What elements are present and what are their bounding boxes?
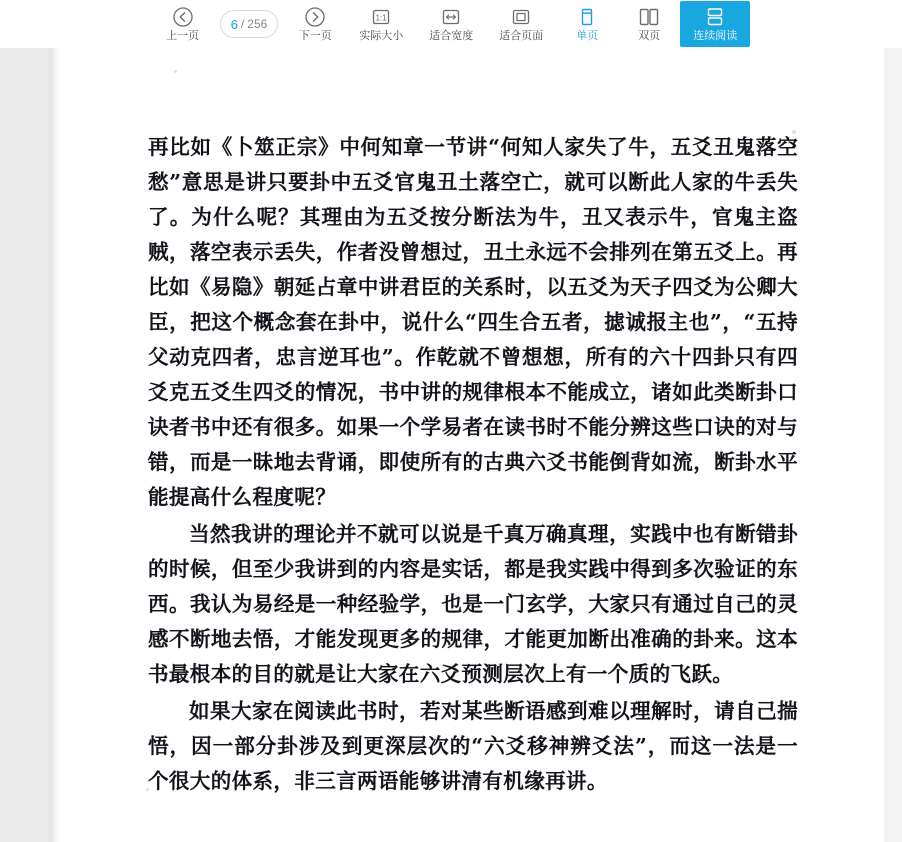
total-pages-value: 256	[247, 17, 268, 31]
document-viewer[interactable]	[0, 48, 902, 842]
chevron-right-icon	[304, 6, 326, 28]
fit-page-button[interactable]	[486, 1, 556, 47]
previous-page-button[interactable]	[152, 1, 214, 47]
next-page-button[interactable]	[284, 1, 346, 47]
page-separator: /	[240, 17, 245, 31]
one-to-one-icon	[370, 6, 392, 28]
paragraph-1: 再比如《卜筮正宗》中何知章一节讲“何知人家失了牛，五爻丑鬼落空愁”意思是讲只要卦中五爻官鬼丑土落空亡，就可以断此人家的牛丢失了。为什么呢？其理由为五爻按分断法为牛，丑又表示牛，官鬼主盗贼，落空表示丢失，作者没曾想过，丑土永远不会排列在第五爻上。再比如《易隐》朝延占章中讲君臣的关系时，以五爻为天子四爻为公卿大臣，把这个概念套在卦中，说什么“四生合五者，摅诚报主也”，“五持父动克四者，忠言逆耳也”。作乾就不曾想想，所有的六十四卦只有四爻克五爻生四爻的情况，书中讲的规律根本不能成立，诸如此类断卦口诀者书中还有很多。如果一个学易者在读书时不能分辨这些口诀的对与错，而是一昧地去背诵，即使所有的古典六爻书能倒背如流，断卦水平能提高什么程度呢？	[148, 135, 798, 509]
continuous-scroll-label: 连续阅读	[693, 29, 738, 42]
viewer-toolbar	[0, 0, 902, 48]
single-page-button[interactable]	[556, 1, 618, 47]
viewer-left-gutter	[0, 48, 50, 842]
paragraph-2: 当然我讲的理论并不就可以说是千真万确真理，实践中也有断错卦的时候，但至少我讲到的内容是实话，都是我实践中得到多次验证的东西。我认为易经是一种经验学，也是一门玄学，大家只有通过自己的灵感不断地去悟，才能发现更多的规律，才能更加断出准确的卦来。这本书最根本的目的就是让大家在六爻预测层次上有一个质的飞跃。	[148, 522, 798, 686]
scan-speck	[174, 70, 177, 73]
continuous-scroll-icon	[704, 6, 726, 28]
scanned-page	[50, 48, 884, 842]
single-page-icon	[576, 6, 598, 28]
continuous-scroll-button[interactable]	[680, 1, 750, 47]
actual-size-button[interactable]	[346, 1, 416, 47]
next-page-label: 下一页	[298, 29, 332, 42]
chevron-left-icon	[172, 6, 194, 28]
current-page-value: 6	[230, 16, 238, 32]
fit-width-button[interactable]	[416, 1, 486, 47]
double-page-icon	[638, 6, 660, 28]
fit-width-label: 适合宽度	[429, 29, 474, 42]
fit-width-icon	[440, 6, 462, 28]
fit-page-icon	[510, 6, 532, 28]
viewer-right-gutter	[884, 48, 902, 842]
page-number-input[interactable]	[220, 10, 279, 38]
paragraph-3: 如果大家在阅读此书时，若对某些断语感到难以理解时，请自己揣悟，因一部分卦涉及到更深层次的“六爻移神辨爻法”，而这一法是一个很大的体系，非三言两语能够讲清有机缘再讲。	[148, 699, 798, 793]
page-body-text	[148, 130, 798, 799]
svg-text:1:1: 1:1	[375, 13, 387, 22]
actual-size-label: 实际大小	[359, 29, 404, 42]
previous-page-label: 上一页	[166, 29, 200, 42]
double-page-button[interactable]	[618, 1, 680, 47]
single-page-label: 单页	[576, 29, 599, 42]
double-page-label: 双页	[638, 29, 661, 42]
fit-page-label: 适合页面	[499, 29, 544, 42]
